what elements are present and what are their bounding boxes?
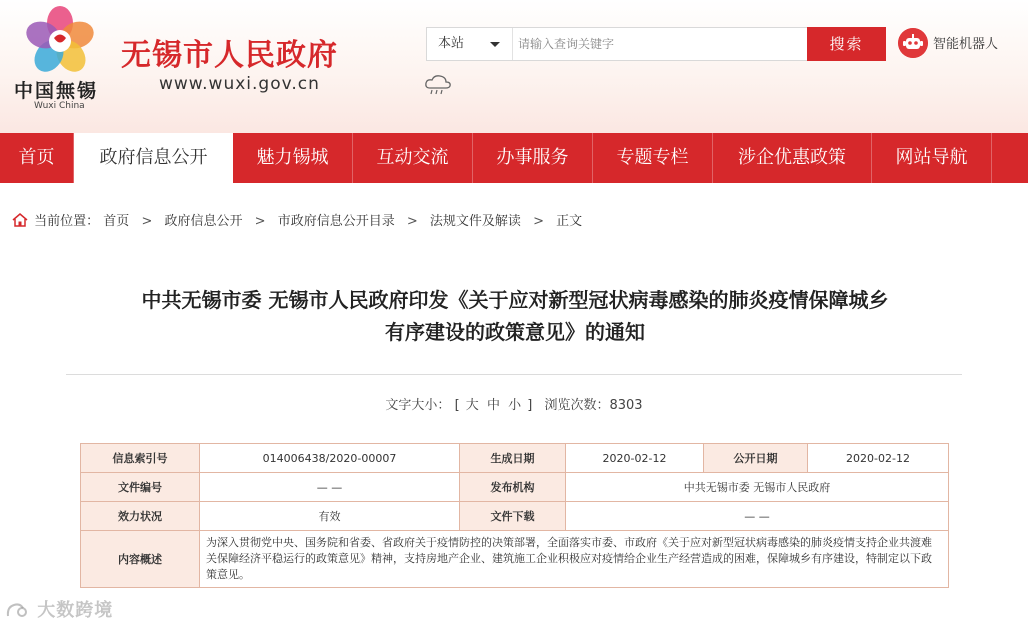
logo-text-en: Wuxi China (34, 101, 85, 111)
nav-item-special-topics[interactable]: 专题专栏 (593, 133, 713, 183)
logo-text-cn: 中国無锡 (14, 80, 99, 102)
breadcrumb-prefix: 当前位置： (34, 214, 100, 229)
breadcrumb-separator: > (533, 214, 544, 229)
font-size-medium-button[interactable]: 中 (486, 398, 500, 413)
created-date-value: 2020-02-12 (566, 444, 704, 473)
doc-number-label: 文件编号 (81, 473, 200, 502)
published-date-value: 2020-02-12 (808, 444, 949, 473)
chevron-down-icon (490, 42, 500, 47)
search-scope-label: 本站 (438, 36, 465, 51)
nav-item-gov-info[interactable]: 政府信息公开 (74, 133, 233, 183)
divider (66, 374, 962, 375)
search-box (426, 27, 808, 61)
summary-value: 为深入贯彻党中央、国务院和省委、省政府关于疫情防控的决策部署，全面落实市委、市政府《关于应对新型冠状病毒感染的肺炎疫情支持企业共渡难关保障经济平稳运行的政策意见》精神，支持房地产企业、建筑施工企业积极应对疫情给企业生产经营造成的困难，保障城乡有序建设，特制定以下政策意见。 (200, 531, 949, 588)
watermark-text: 大数跨境 (37, 600, 114, 621)
site-header (0, 0, 1028, 133)
article-meta (0, 394, 1028, 413)
article-title-line2: 有序建设的政策意见》的通知 (385, 320, 645, 344)
nav-item-services[interactable]: 办事服务 (473, 133, 593, 183)
breadcrumb (12, 210, 582, 229)
issuer-value: 中共无锡市委 无锡市人民政府 (566, 473, 949, 502)
search-input[interactable] (514, 28, 804, 60)
watermark (6, 596, 113, 622)
breadcrumb-item-home[interactable]: 首页 (103, 214, 130, 229)
status-value: 有效 (200, 502, 460, 531)
robot-label[interactable]: 智能机器人 (933, 37, 999, 52)
nav-item-charm-city[interactable]: 魅力锡城 (233, 133, 353, 183)
breadcrumb-separator: > (406, 214, 418, 229)
views-count: 8303 (609, 398, 643, 413)
search-scope-select[interactable] (427, 28, 513, 60)
breadcrumb-item-gov-info[interactable]: 政府信息公开 (164, 214, 243, 229)
site-title[interactable]: 无锡市人民政府 (121, 38, 338, 73)
weather-rain-icon (423, 73, 453, 97)
issuer-label: 发布机构 (460, 473, 566, 502)
font-size-open-bracket: [ (454, 398, 460, 413)
watermark-logo-icon (6, 601, 28, 619)
table-row (81, 531, 949, 588)
info-table (80, 443, 949, 588)
index-label: 信息索引号 (81, 444, 200, 473)
breadcrumb-separator: > (254, 214, 266, 229)
main-nav (0, 133, 1028, 183)
doc-number-value: — — (200, 473, 460, 502)
breadcrumb-item-regulations[interactable]: 法规文件及解读 (429, 214, 521, 229)
table-row (81, 502, 949, 531)
breadcrumb-separator: > (141, 214, 153, 229)
search-button[interactable]: 搜索 (807, 27, 886, 61)
font-size-small-button[interactable]: 小 (508, 398, 522, 413)
nav-item-interaction[interactable]: 互动交流 (353, 133, 473, 183)
site-url[interactable]: www.wuxi.gov.cn (159, 74, 320, 94)
home-icon (12, 213, 28, 227)
status-label: 效力状况 (81, 502, 200, 531)
index-value: 014006438/2020-00007 (200, 444, 460, 473)
nav-item-enterprise-policy[interactable]: 涉企优惠政策 (713, 133, 872, 183)
nav-item-home[interactable]: 首页 (0, 133, 74, 183)
article-title (60, 284, 970, 348)
summary-label: 内容概述 (81, 531, 200, 588)
breadcrumb-item-current: 正文 (556, 214, 583, 229)
nav-item-site-map[interactable]: 网站导航 (872, 133, 992, 183)
published-date-label: 公开日期 (704, 444, 808, 473)
download-value[interactable]: — — (566, 502, 949, 531)
font-size-label: 文字大小： (385, 398, 451, 413)
font-size-large-button[interactable]: 大 (465, 398, 479, 413)
font-size-close-bracket: ] (527, 398, 533, 413)
breadcrumb-item-catalog[interactable]: 市政府信息公开目录 (277, 214, 395, 229)
robot-icon[interactable] (898, 28, 928, 58)
table-row (81, 473, 949, 502)
views-label: 浏览次数： (544, 398, 610, 413)
table-row (81, 444, 949, 473)
download-label: 文件下载 (460, 502, 566, 531)
article-title-line1: 中共无锡市委 无锡市人民政府印发《关于应对新型冠状病毒感染的肺炎疫情保障城乡 (141, 288, 889, 312)
created-date-label: 生成日期 (460, 444, 566, 473)
